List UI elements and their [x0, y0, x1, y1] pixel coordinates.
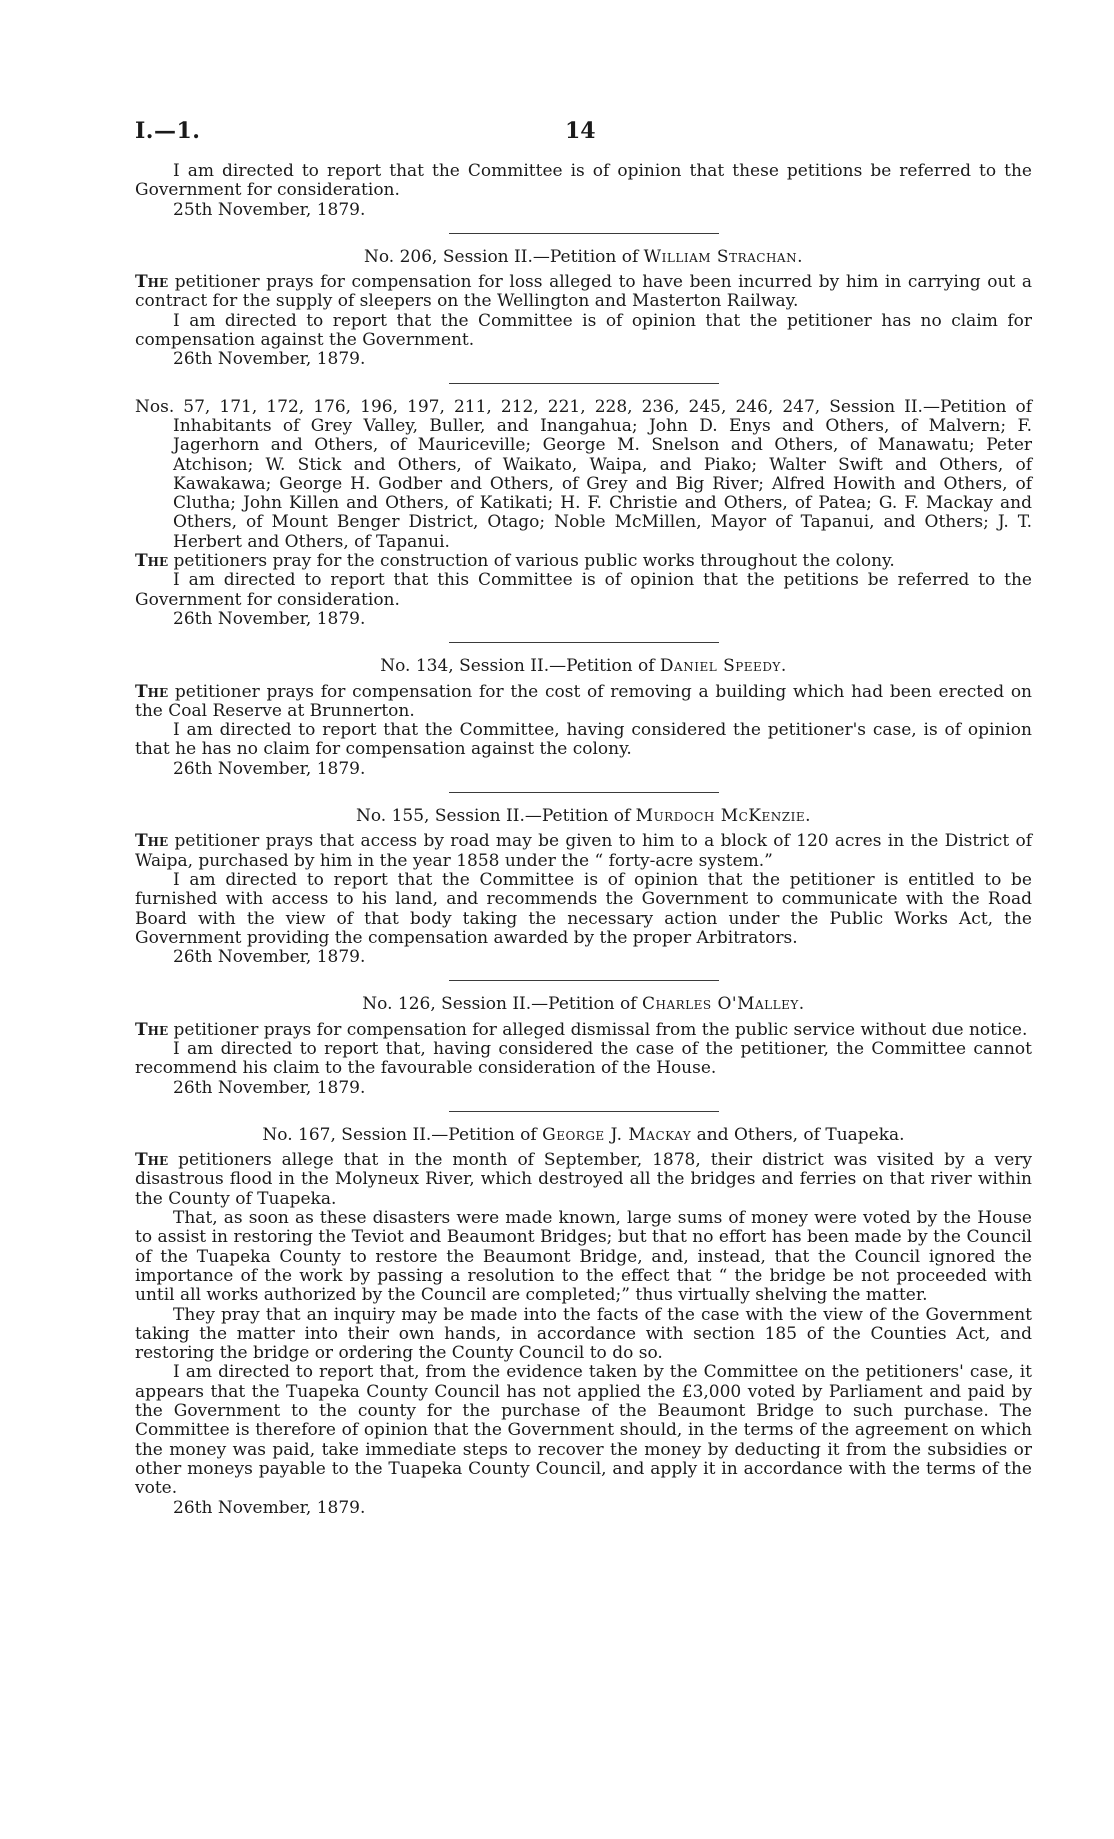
- page-header: [135, 118, 1032, 162]
- report-date: 26th November, 1879.: [173, 1497, 366, 1518]
- document-reference: I.—1.: [135, 118, 201, 144]
- committee-report: I am directed to report that the Committee, having considered the petitioner's case, is of opinion that he has no claim for compensation against the colony.: [135, 720, 1032, 760]
- intro-report: I am directed to report that the Committee is of opinion that these petitions be referred to the Government for consideration.: [135, 161, 1032, 201]
- section-divider: [449, 1111, 719, 1112]
- petition-prayer: The petitioner prays for compensation for the cost of removing a building which had been erected on the Coal Reserve at Brunnerton.: [135, 681, 1033, 721]
- petition-heading: No. 126, Session II.—Petition of Charles O'Malley.: [362, 994, 805, 1015]
- section-divider: [449, 383, 719, 384]
- petitioner-name: Murdoch McKenzie.: [635, 806, 812, 827]
- report-date: 26th November, 1879.: [173, 1077, 366, 1098]
- petition-prayer: The petitioners pray for the construction of various public works throughout the colony.: [135, 551, 895, 572]
- petition-126: [135, 995, 1032, 1097]
- committee-report: I am directed to report that, from the evidence taken by the Committee on the petitioners' case, it appears that the Tuapeka County Council has not applied the £3,000 voted by Parliament and paid by the Government to the county for the purchase of the Beaumont Bridge to such purchase. The Committee is therefore of opinion that the Government should, in the terms of the agreement on which the money was paid, take immediate steps to recover the money by deducting it from the subsidies or other moneys payable to the Tuapeka County Council, and apply it in accordance with the terms of the vote.: [135, 1362, 1032, 1499]
- petition-heading: No. 206, Session II.—Petition of William Strachan.: [363, 246, 803, 267]
- petition-heading: No. 155, Session II.—Petition of Murdoch McKenzie.: [355, 806, 812, 827]
- page-number: 14: [565, 118, 596, 144]
- petition-155: [135, 807, 1032, 967]
- committee-report: I am directed to report that the Committee is of opinion that the petitioner has no claim for compensation against the Government.: [135, 310, 1032, 351]
- report-date: 26th November, 1879.: [173, 349, 366, 370]
- section-divider: [449, 233, 719, 234]
- report-date: 26th November, 1879.: [173, 947, 366, 968]
- petition-prayer: The petitioner prays for compensation for loss alleged to have been incurred by him in carrying out a contract for the supply of sleepers on the Wellington and Masterton Railway.: [135, 272, 1033, 312]
- petitioner-name: Daniel Speedy.: [659, 656, 787, 677]
- petitioners-list: Nos. 57, 171, 172, 176, 196, 197, 211, 212, 221, 228, 236, 245, 246, 247, Session II.—Petition of Inhabitants of Grey Valley, Buller, and Inangahua; John D. Enys and Others, of Malvern; F. Jagerhorn and Others, of Mauriceville; George M. Snelson and Others, of Manawatu; Peter Atchison; W. Stick and Others, of Waikato, Waipa, and Piako; Walter Swift and Others, of Kawakawa; George H. Godber and Others, of Grey and Big River; Alfred Howith and Others, of Clutha; John Killen and Others, of Katikati; H. F. Christie and Others, of Patea; G. F. Mackay and Others, of Mount Benger District, Otago; Noble McMillen, Mayor of Tapanui, and Others; J. T. Herbert and Others, of Tapanui.: [135, 396, 1032, 552]
- committee-report: I am directed to report that, having considered the case of the petitioner, the Committee cannot recommend his claim to the favourable consideration of the House.: [135, 1038, 1032, 1079]
- petition-heading: No. 134, Session II.—Petition of Daniel Speedy.: [380, 656, 787, 677]
- petitioner-name: George J. Mackay: [542, 1124, 692, 1145]
- committee-report: I am directed to report that this Committee is of opinion that the petitions be referred to the Government for consideration.: [135, 570, 1032, 610]
- petition-paragraph: They pray that an inquiry may be made into the facts of the case with the view of the Government taking the matter into their own hands, in accordance with section 185 of the Counties Act, and restoring the bridge or ordering the County Council to do so.: [135, 1304, 1032, 1364]
- intro-date: 25th November, 1879.: [173, 199, 366, 220]
- committee-report: I am directed to report that the Committee is of opinion that the petitioner is entitled to be furnished with access to his land, and recommends the Government to communicate with the Road Board with the view of that body taking the necessary action under the Public Works Act, the Government providing the compensation awarded by the proper Arbitrators.: [135, 869, 1032, 948]
- petition-167: [135, 1126, 1032, 1518]
- petition-prayer: The petitioner prays that access by road may be given to him to a block of 120 acres in the District of Waipa, purchased by him in the year 1858 under the “ forty-acre system.”: [135, 831, 1032, 871]
- petitioner-name: Charles O'Malley.: [641, 994, 805, 1015]
- section-divider: [449, 792, 719, 793]
- petition-prayer: The petitioners allege that in the month of September, 1878, their district was visited by a very disastrous flood in the Molyneux River, which destroyed all the bridges and ferries on that river within the County of Tuapeka.: [135, 1150, 1032, 1209]
- petition-heading: No. 167, Session II.—Petition of George J. Mackay and Others, of Tuapeka.: [262, 1124, 905, 1145]
- petition-206: [135, 248, 1032, 370]
- petition-paragraph: That, as soon as these disasters were made known, large sums of money were voted by the House to assist in restoring the Teviot and Beaumont Bridges; but that no effort has been made by the Council of the Tuapeka County to restore the Beaumont Bridge, and, instead, that the Council ignored the importance of the work by passing a resolution to the effect that “ the bridge be not proceeded with until all works authorized by the Council are completed;” thus virtually shelving the matter.: [135, 1208, 1032, 1306]
- petition-134: [135, 657, 1032, 779]
- report-date: 26th November, 1879.: [173, 758, 366, 779]
- petition-prayer: The petitioner prays for compensation for alleged dismissal from the public service without due notice.: [135, 1019, 1028, 1040]
- report-date: 26th November, 1879.: [173, 608, 366, 629]
- section-divider: [449, 980, 719, 981]
- section-divider: [449, 642, 719, 643]
- petition-group-public-works: [135, 398, 1032, 630]
- petitioner-name: William Strachan.: [643, 246, 803, 267]
